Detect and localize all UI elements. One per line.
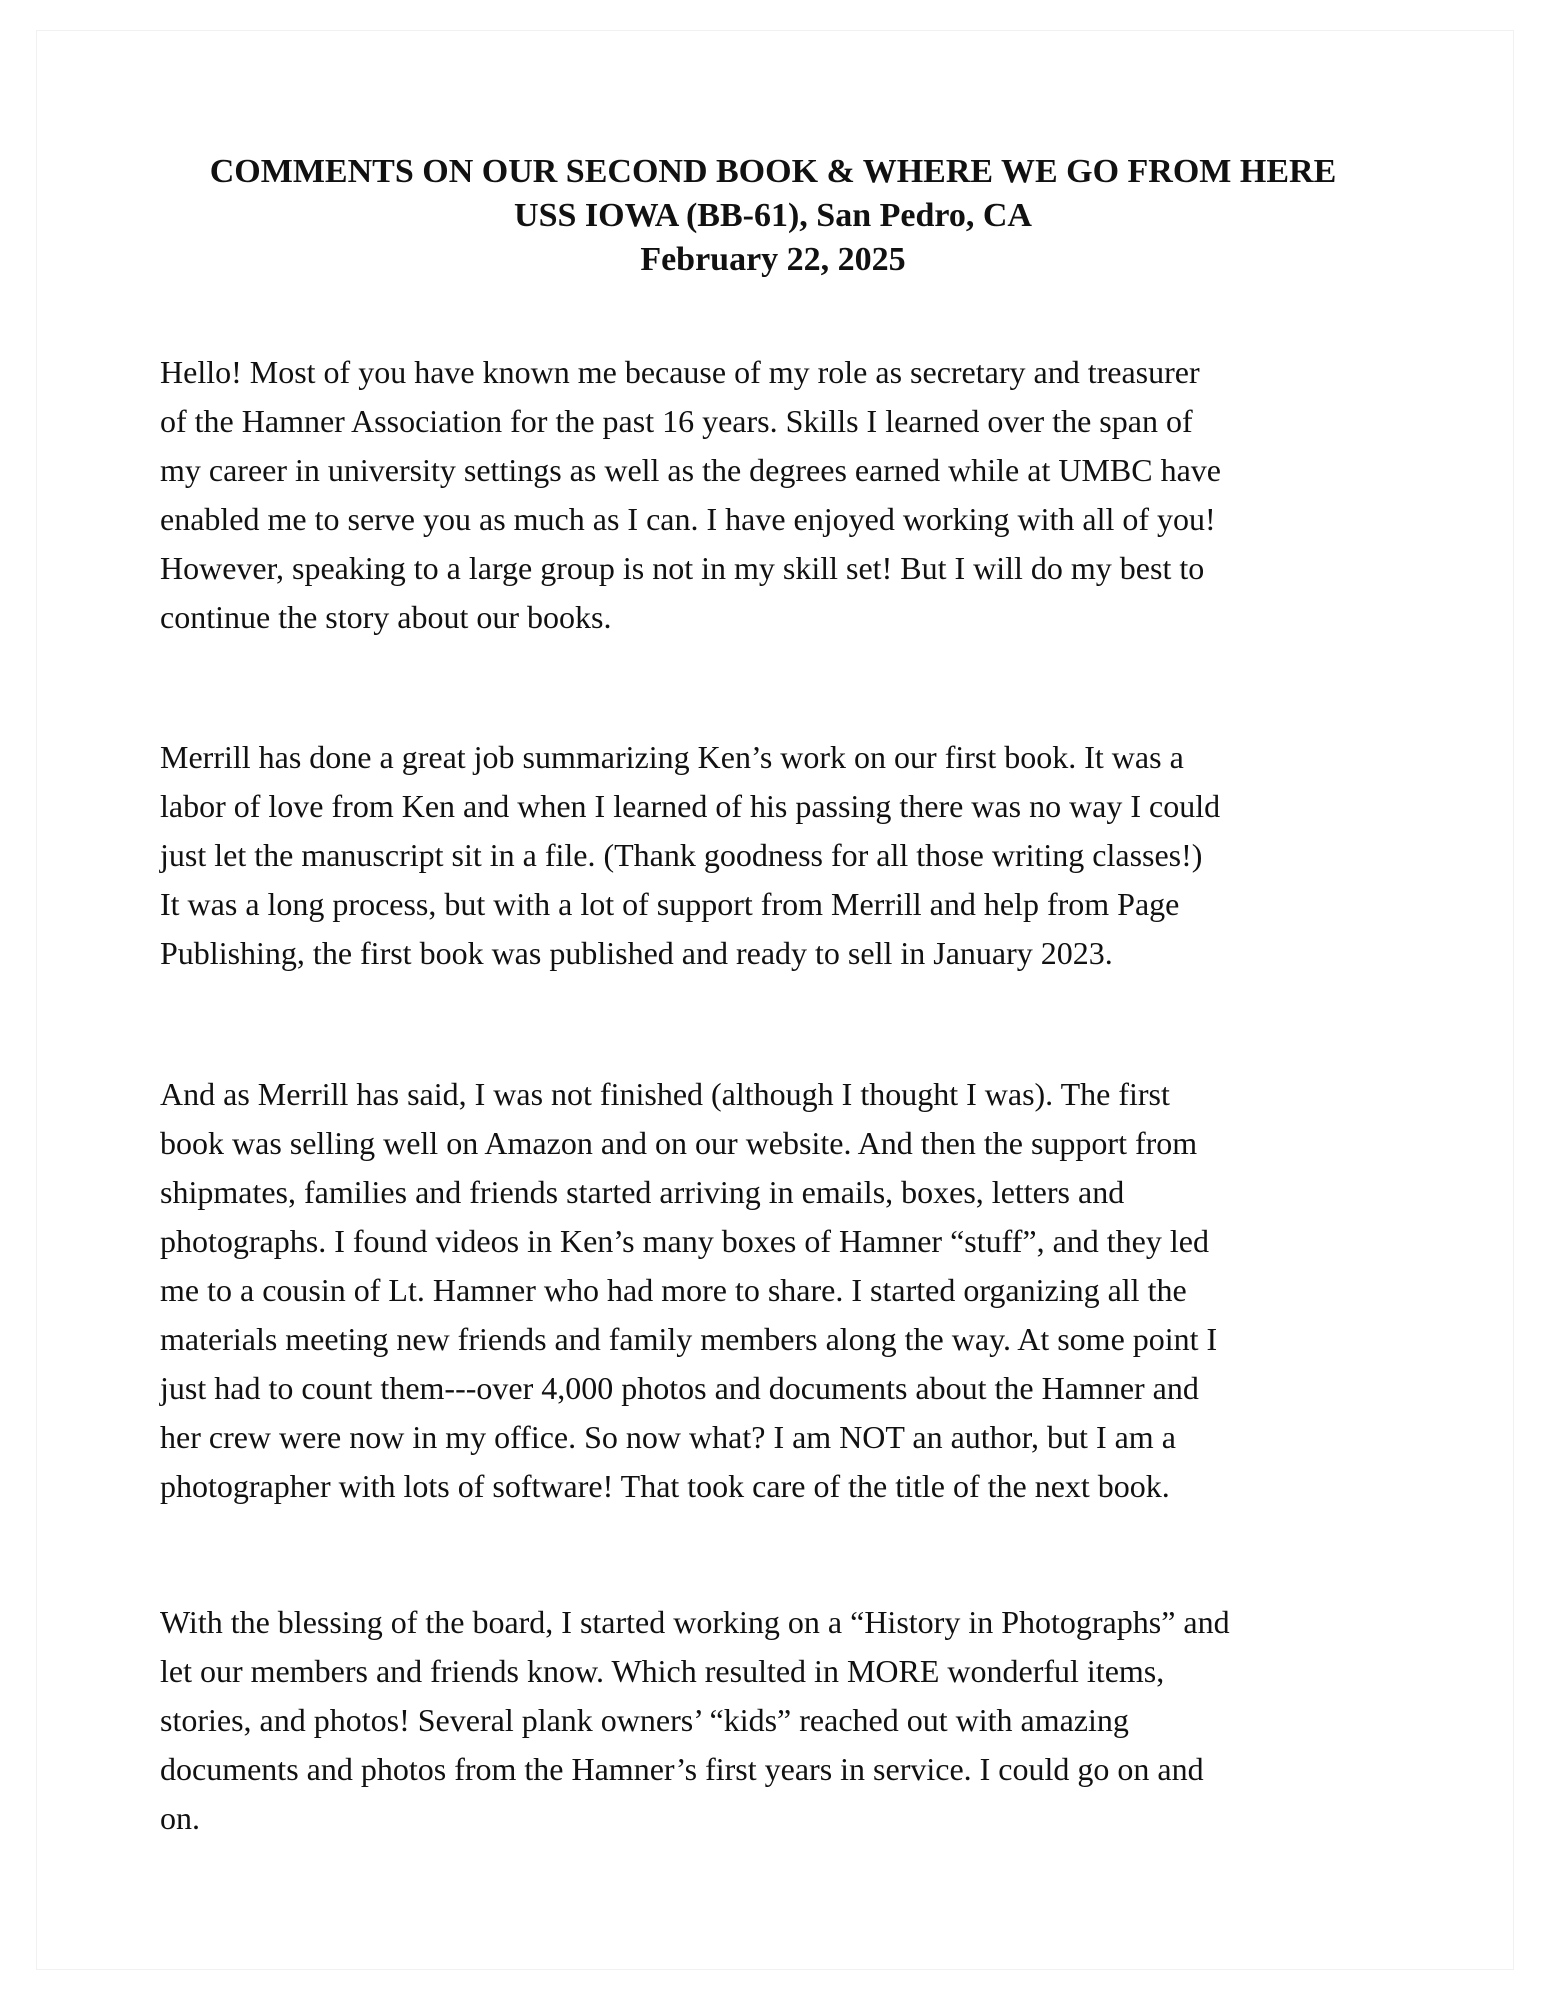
text-line: photographer with lots of software! That took care of the title of the next book. — [160, 1468, 1170, 1504]
text-line: me to a cousin of Lt. Hamner who had more to share. I started organizing all the — [160, 1272, 1187, 1308]
paragraph-intro — [160, 348, 1400, 642]
text-line: documents and photos from the Hamner’s first years in service. I could go on and — [160, 1751, 1204, 1787]
document-header — [0, 150, 1546, 282]
paragraph-second-book — [160, 1070, 1400, 1511]
text-line: continue the story about our books. — [160, 599, 612, 635]
text-line: let our members and friends know. Which resulted in MORE wonderful items, — [160, 1653, 1165, 1689]
text-line: shipmates, families and friends started arriving in emails, boxes, letters and — [160, 1174, 1125, 1210]
paragraph-history-in-photographs — [160, 1598, 1400, 1843]
text-line: just had to count them---over 4,000 photos and documents about the Hamner and — [160, 1370, 1199, 1406]
text-line: Merrill has done a great job summarizing Ken’s work on our first book. It was a — [160, 739, 1184, 775]
text-line: on. — [160, 1800, 200, 1836]
text-line: of the Hamner Association for the past 16 years. Skills I learned over the span of — [160, 403, 1193, 439]
document-title: COMMENTS ON OUR SECOND BOOK & WHERE WE GO FROM HERE — [209, 153, 1337, 190]
text-line: Publishing, the first book was published and ready to sell in January 2023. — [160, 935, 1113, 971]
text-line: just let the manuscript sit in a file. (Thank goodness for all those writing classes!) — [160, 837, 1203, 873]
text-line: photographs. I found videos in Ken’s many boxes of Hamner “stuff”, and they led — [160, 1223, 1209, 1259]
text-line: Hello! Most of you have known me because of my role as secretary and treasurer — [160, 354, 1200, 390]
document-location: USS IOWA (BB-61), San Pedro, CA — [514, 197, 1032, 234]
text-line: her crew were now in my office. So now what? I am NOT an author, but I am a — [160, 1419, 1176, 1455]
text-line: stories, and photos! Several plank owners’ “kids” reached out with amazing — [160, 1702, 1129, 1738]
text-line: book was selling well on Amazon and on our website. And then the support from — [160, 1125, 1198, 1161]
document-date: February 22, 2025 — [640, 241, 906, 278]
text-line: enabled me to serve you as much as I can. I have enjoyed working with all of you! — [160, 501, 1216, 537]
text-line: labor of love from Ken and when I learned of his passing there was no way I could — [160, 788, 1221, 824]
text-line: However, speaking to a large group is not in my skill set! But I will do my best to — [160, 550, 1205, 586]
text-line: materials meeting new friends and family members along the way. At some point I — [160, 1321, 1218, 1357]
text-line: It was a long process, but with a lot of support from Merrill and help from Page — [160, 886, 1180, 922]
text-line: my career in university settings as well as the degrees earned while at UMBC have — [160, 452, 1221, 488]
text-line: With the blessing of the board, I started working on a “History in Photographs” and — [160, 1604, 1230, 1640]
paragraph-first-book — [160, 733, 1400, 978]
text-line: And as Merrill has said, I was not finished (although I thought I was). The first — [160, 1076, 1170, 1112]
